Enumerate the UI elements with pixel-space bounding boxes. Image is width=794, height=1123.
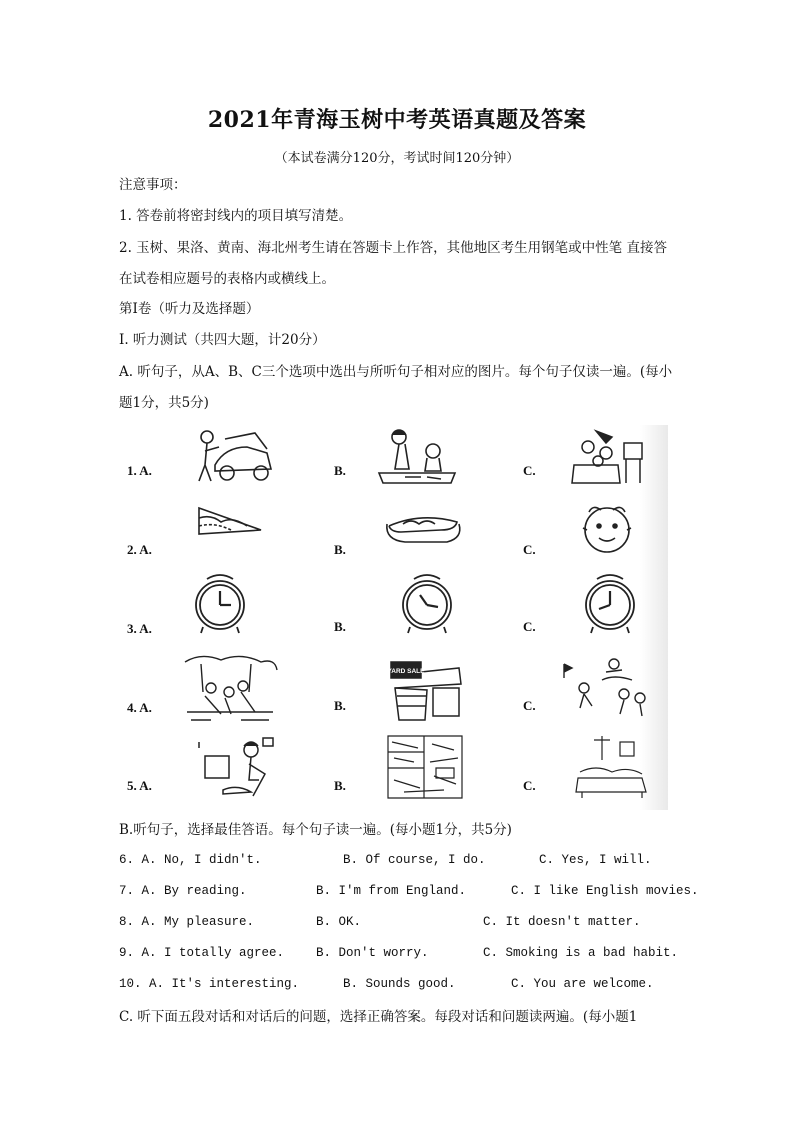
- section-a-instructions: A. 听句子，从A、B、C三个选项中选出与所听句子相对应的图片。每个句子仅读一遍。(每小题1分，共5分): [119, 364, 673, 411]
- q9-option-c: C. Smoking is a bad habit.: [483, 946, 679, 960]
- picture-question-4: [119, 652, 679, 722]
- q6-option-b: B. Of course, I do.: [343, 853, 486, 867]
- option-c-label: C.: [523, 778, 536, 793]
- yard-sale-sign: YARD SALE: [387, 668, 425, 675]
- q9-option-a: 9. A. I totally agree.: [119, 946, 285, 960]
- question-label: 3. A.: [127, 621, 152, 636]
- notes-item-2: 2. 玉树、果洛、黄南、海北州考生请在答题卡上作答，其他地区考生用钢笔或中性笔 直接答在试卷相应题号的表格内或横线上。: [119, 240, 667, 287]
- yard-sale-picture: [385, 658, 465, 724]
- exam-info: （本试卷满分120分，考试时间120分钟）: [274, 151, 520, 166]
- option-c-label: C.: [523, 542, 536, 557]
- mechanic-car-picture: [185, 425, 275, 487]
- kids-playing-picture: [554, 654, 650, 722]
- q8-option-a: 8. A. My pleasure.: [119, 915, 255, 929]
- picture-question-1: [119, 425, 679, 495]
- q10-option-c: C. You are welcome.: [511, 977, 654, 991]
- bedroom-picture: [572, 732, 654, 802]
- section-b-instructions: B.听句子，选择最佳答语。每个句子读一遍。(每小题1分，共5分): [119, 822, 512, 838]
- q8-option-c: C. It doesn't matter.: [483, 915, 641, 929]
- notes-item-1: 1. 答卷前将密封线内的项目填写清楚。: [119, 208, 353, 224]
- q8-option-b: B. OK.: [316, 915, 362, 929]
- option-c-label: C.: [523, 463, 536, 478]
- option-b-label: B.: [334, 778, 346, 793]
- messy-room-picture: [384, 732, 466, 802]
- picture-question-3: [119, 573, 679, 643]
- q7-option-a: 7. A. By reading.: [119, 884, 247, 898]
- section-c-instructions: C. 听下面五段对话和对话后的问题，选择正确答案。每段对话和问题读两遍。(每小题1: [119, 1009, 638, 1025]
- q7-option-b: B. I'm from England.: [316, 884, 467, 898]
- option-c-label: C.: [523, 698, 536, 713]
- q6-option-c: C. Yes, I will.: [539, 853, 652, 867]
- question-label: 1. A.: [127, 463, 152, 478]
- question-label: 5. A.: [127, 778, 152, 793]
- cartoon-face-picture: [577, 500, 637, 558]
- notes-heading: 注意事项：: [119, 177, 187, 193]
- part1-heading: 第Ⅰ卷（听力及选择题）: [119, 301, 260, 317]
- mother-son-table-picture: [375, 425, 459, 491]
- alarm-clock-c-picture: [583, 573, 637, 635]
- picture-question-5: [119, 732, 679, 802]
- q10-option-a: 10. A. It's interesting.: [119, 977, 300, 991]
- family-tv-picture: [566, 425, 648, 487]
- question-label: 2. A.: [127, 542, 152, 557]
- option-c-label: C.: [523, 619, 536, 634]
- q10-option-b: B. Sounds good.: [343, 977, 456, 991]
- option-b-label: B.: [334, 542, 346, 557]
- q6-option-a: 6. A. No, I didn't.: [119, 853, 262, 867]
- girl-sweeping-picture: [193, 734, 279, 800]
- question-label: 4. A.: [127, 700, 152, 715]
- q9-option-b: B. Don't worry.: [316, 946, 429, 960]
- listening-section-title: Ⅰ. 听力测试（共四大题，计20分）: [119, 332, 326, 348]
- hot-dog-picture: [381, 508, 465, 550]
- sandwich-picture: [191, 500, 267, 540]
- option-b-label: B.: [334, 463, 346, 478]
- page-title: 2021年青海玉树中考英语真题及答案: [207, 107, 587, 133]
- alarm-clock-b-picture: [400, 573, 454, 635]
- option-b-label: B.: [334, 698, 346, 713]
- picnic-scene-picture: [181, 652, 279, 724]
- picture-question-2: [119, 500, 679, 570]
- q7-option-c: C. I like English movies.: [511, 884, 699, 898]
- option-b-label: B.: [334, 619, 346, 634]
- alarm-clock-a-picture: [193, 573, 247, 635]
